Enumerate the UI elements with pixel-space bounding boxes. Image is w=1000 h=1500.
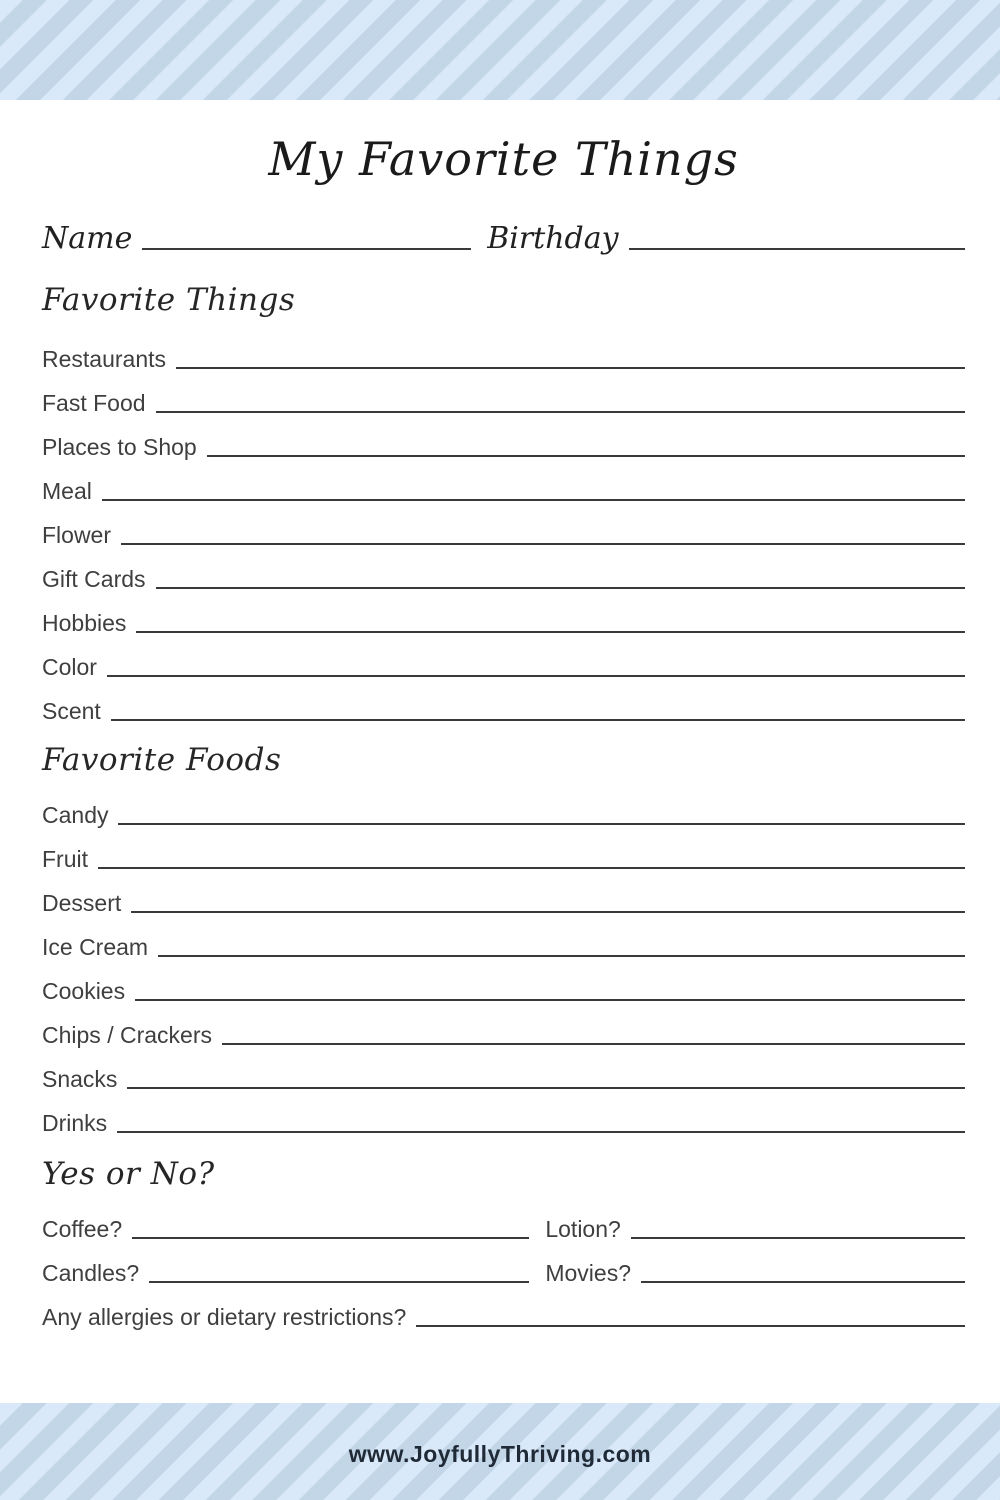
field-candles [42,1261,529,1286]
decorative-striped-header [0,0,1000,100]
field-label: Snacks [42,1065,118,1092]
yes-or-no-rows [42,1198,965,1330]
field-label: Color [42,653,97,680]
field-chips-crackers [42,1004,965,1048]
field-label: Chips / Crackers [42,1021,212,1048]
write-in-line[interactable] [135,999,965,1001]
field-label: Flower [42,521,112,548]
field-label: Gift Cards [42,565,146,592]
write-in-line[interactable] [631,1237,965,1239]
write-in-line[interactable] [131,911,965,913]
write-in-line[interactable] [111,719,965,721]
section-heading-yes-or-no: Yes or No? [42,1156,215,1192]
website-url: www.JoyfullyThriving.com [348,1441,652,1467]
field-snacks [42,1048,965,1092]
write-in-line[interactable] [102,499,965,501]
write-in-line[interactable] [107,675,965,677]
name-birthday-row [42,212,965,254]
field-label: Restaurants [42,345,167,372]
coffee-lotion-row [42,1198,965,1242]
field-label: Fast Food [42,389,146,416]
write-in-line[interactable] [176,367,965,369]
favorite-foods-rows [42,784,965,1136]
field-label: Coffee? [42,1215,123,1242]
name-write-in-line[interactable] [142,248,471,250]
write-in-line[interactable] [117,1131,965,1133]
field-label: Candy [42,801,109,828]
field-label: Places to Shop [42,433,197,460]
field-places-to-shop [42,416,965,460]
write-in-line[interactable] [158,955,965,957]
field-candy [42,784,965,828]
write-in-line[interactable] [207,455,965,457]
section-heading-favorite-foods: Favorite Foods [42,742,282,778]
field-scent [42,680,965,724]
field-fruit [42,828,965,872]
birthday-field [487,220,965,256]
write-in-line[interactable] [121,543,965,545]
field-cookies [42,960,965,1004]
field-hobbies [42,592,965,636]
field-gift-cards [42,548,965,592]
favorite-things-rows [42,328,965,724]
field-label: Any allergies or dietary restrictions? [42,1303,407,1330]
write-in-line[interactable] [416,1325,965,1327]
field-label: Hobbies [42,609,127,636]
field-label: Cookies [42,977,126,1004]
write-in-line[interactable] [641,1281,965,1283]
write-in-line[interactable] [98,867,965,869]
field-ice-cream [42,916,965,960]
field-label: Movies? [545,1259,631,1286]
candles-movies-row [42,1242,965,1286]
field-fast-food [42,372,965,416]
write-in-line[interactable] [118,823,965,825]
field-restaurants [42,328,965,372]
section-heading-favorite-things: Favorite Things [42,282,296,318]
write-in-line[interactable] [156,587,965,589]
field-coffee [42,1217,529,1242]
field-label: Scent [42,697,101,724]
write-in-line[interactable] [149,1281,529,1283]
birthday-label: Birthday [487,220,619,256]
field-label: Drinks [42,1109,108,1136]
field-movies [545,1261,965,1286]
field-dessert [42,872,965,916]
name-field [42,220,471,256]
field-flower [42,504,965,548]
field-drinks [42,1092,965,1136]
field-label: Lotion? [545,1215,621,1242]
write-in-line[interactable] [127,1087,965,1089]
field-lotion [545,1217,965,1242]
field-label: Ice Cream [42,933,149,960]
field-meal [42,460,965,504]
write-in-line[interactable] [222,1043,965,1045]
field-color [42,636,965,680]
decorative-striped-footer [0,1403,1000,1500]
write-in-line[interactable] [132,1237,529,1239]
field-label: Meal [42,477,92,504]
page-title: My Favorite Things [268,132,739,186]
field-label: Candles? [42,1259,140,1286]
form-content [42,100,965,1330]
write-in-line[interactable] [156,411,965,413]
birthday-write-in-line[interactable] [629,248,965,250]
field-label: Dessert [42,889,122,916]
name-label: Name [42,220,133,256]
field-allergies [42,1286,965,1330]
field-label: Fruit [42,845,88,872]
write-in-line[interactable] [136,631,965,633]
